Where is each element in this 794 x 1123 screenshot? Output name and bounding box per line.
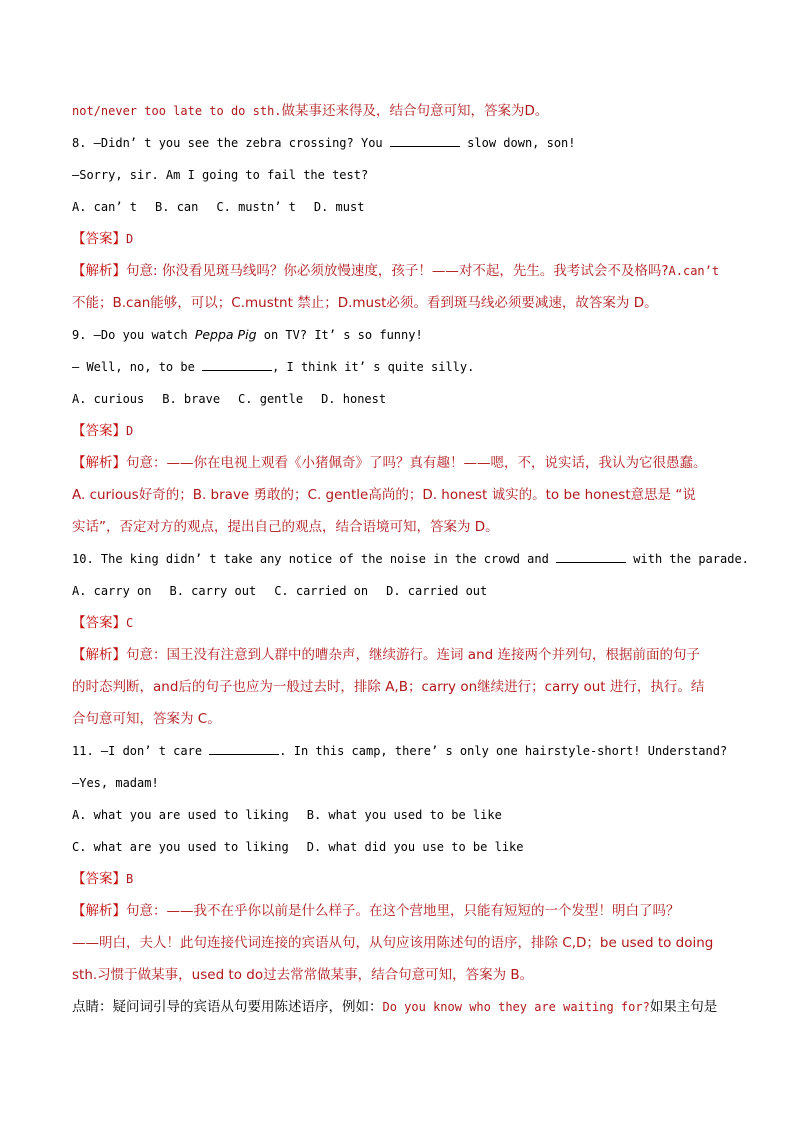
q8-reply: —Sorry, sir. Am I going to fail the test? (72, 168, 369, 182)
text: 句意：——你在电视上观看《小猪佩奇》了吗？真有趣！——嗯，不，说实话，我认为它很愚蠢。 (126, 455, 707, 471)
analysis-tag: 【解析】 (72, 647, 126, 663)
prev-explanation-tail (72, 102, 548, 120)
q8-analysis-line2: 不能；B.can能够，可以；C.mustnt 禁止；D.must必须。看到斑马线必须要减速，故答案为 D。 (72, 295, 658, 311)
q11-answer (72, 870, 133, 888)
text: 9. —Do you watch (72, 328, 188, 342)
q9-reply (72, 358, 474, 376)
text: 10. The king didn’ t take any notice of the noise in the crowd and (72, 552, 549, 566)
text: . In this camp, there’ s only one hairstyle-short! Understand? (279, 744, 728, 758)
option-c: C. mustn’ t (216, 200, 296, 214)
text: Do you know who they are waiting for? (382, 1000, 650, 1014)
analysis-tag: 【解析】 (72, 263, 126, 279)
q11-options-row2 (72, 838, 524, 856)
option-b: B. what you used to be like (306, 808, 502, 822)
text: D。 (524, 103, 549, 119)
text: 句意：国王没有注意到人群中的嘈杂声，继续游行。连词 and 连接两个并列句，根据前面的句子 (126, 647, 700, 663)
option-a: A. curious (72, 392, 145, 406)
q8-options (72, 198, 364, 216)
option-b: B. can (155, 200, 199, 214)
option-b: B. carry out (169, 584, 257, 598)
q9-analysis-line3: 实话”，否定对方的观点，提出自己的观点，结合语境可知，答案为 D。 (72, 519, 499, 535)
q8-stem (72, 134, 576, 152)
answer-blank (209, 743, 279, 755)
text: 句意: 你没看见斑马线吗？你必须放慢速度，孩子！——对不起，先生。我考试会不及格吗? (126, 263, 669, 279)
q10-stem (72, 550, 749, 568)
q10-answer (72, 614, 133, 632)
q11-analysis-line1 (72, 902, 680, 920)
q11-options-row1 (72, 806, 502, 824)
option-c: C. gentle (238, 392, 304, 406)
q11-reply: —Yes, madam! (72, 776, 159, 790)
answer-tag: 【答案】 (72, 615, 126, 631)
answer-tag: 【答案】 (72, 231, 126, 247)
option-d: D. carried out (386, 584, 488, 598)
tip-line (72, 998, 717, 1016)
title-text: Peppa Pig (194, 327, 257, 342)
q9-analysis-line1 (72, 454, 707, 472)
text: not/never too late to do sth. (72, 104, 282, 118)
answer-value: B (126, 872, 134, 886)
text: with the parade. (633, 552, 749, 566)
q9-analysis-line2: A. curious好奇的；B. brave 勇敢的；C. gentle高尚的；D. honest 诚实的。to be honest意思是 “说 (72, 487, 696, 503)
answer-blank (390, 135, 460, 147)
option-a: A. can’ t (72, 200, 138, 214)
analysis-tag: 【解析】 (72, 903, 126, 919)
q11-stem (72, 742, 727, 760)
q10-analysis-line2: 的时态判断，and后的句子也应为一般过去时，排除 A,B；carry on继续进行；carry out 进行，执行。结 (72, 679, 705, 695)
q9-stem (72, 326, 423, 344)
text: 做某事还来得及，结合句意可知，答案为 (281, 103, 525, 119)
text: 11. —I don’ t care (72, 744, 203, 758)
q8-analysis-line1 (72, 262, 719, 280)
option-d: D. what did you use to be like (306, 840, 524, 854)
text: , I think it’ s quite silly. (272, 360, 475, 374)
q9-options (72, 390, 386, 408)
answer-value: D (126, 424, 134, 438)
option-c: C. what are you used to liking (72, 840, 289, 854)
q11-analysis-line3: sth.习惯于做某事，used to do过去常常做某事，结合句意可知，答案为 B。 (72, 967, 534, 983)
answer-tag: 【答案】 (72, 423, 126, 439)
answer-value: C (126, 616, 134, 630)
option-b: B. brave (162, 392, 221, 406)
answer-blank (556, 551, 626, 563)
text: slow down, son! (467, 136, 576, 150)
text: — Well, no, to be (72, 360, 195, 374)
q11-analysis-line2: ——明白，夫人！此句连接代词连接的宾语从句，从句应该用陈述句的语序，排除 C,D；be used to doing (72, 935, 714, 951)
text: 8. —Didn’ t you see the zebra crossing? You (72, 136, 383, 150)
option-c: C. carried on (274, 584, 369, 598)
answer-blank (202, 359, 272, 371)
text: 句意：——我不在乎你以前是什么样子。在这个营地里，只能有短短的一个发型！明白了吗？ (126, 903, 680, 919)
q10-options (72, 582, 487, 600)
answer-tag: 【答案】 (72, 871, 126, 887)
analysis-tag: 【解析】 (72, 455, 126, 471)
q8-answer (72, 230, 133, 248)
option-a: A. carry on (72, 584, 152, 598)
option-d: D. honest (321, 392, 387, 406)
q9-answer (72, 422, 133, 440)
text: 如果主句是 (649, 999, 718, 1015)
text: on TV? It’ s so funny! (263, 328, 423, 342)
q10-analysis-line1 (72, 646, 700, 664)
answer-value: D (126, 232, 134, 246)
option-a: A. what you are used to liking (72, 808, 289, 822)
option-d: D. must (313, 200, 365, 214)
q10-analysis-line3: 合句意可知，答案为 C。 (72, 711, 221, 727)
text: A.can’t (668, 264, 720, 278)
text: 点睛：疑问词引导的宾语从句要用陈述语序，例如： (72, 999, 383, 1015)
